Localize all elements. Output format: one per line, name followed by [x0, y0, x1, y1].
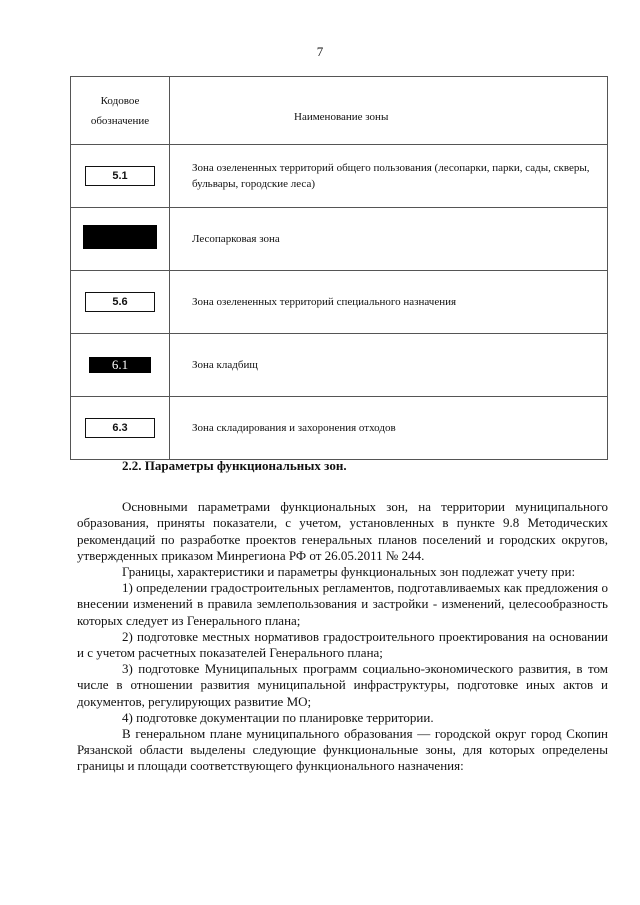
- zone-name: Зона складирования и захоронения отходов: [170, 397, 608, 460]
- header-code: Кодовое обозначение: [71, 77, 170, 145]
- zone-code-swatch: 6.1: [89, 357, 151, 373]
- zone-code-swatch: [83, 225, 157, 249]
- paragraph: Основными параметрами функциональных зон, на территории муниципального образования, приняты показатели, с учетом, установленных в пункте 9.8 Методических рекомендаций по разработке проектов генеральных планов поселений и городских округов, утвержденных приказом Минрегиона РФ от 26.05.2011 № 244.: [77, 499, 608, 563]
- table-row: [71, 397, 608, 460]
- paragraph: Границы, характеристики и параметры функциональных зон подлежат учету при:: [122, 564, 576, 580]
- zone-code-swatch: 5.6: [85, 292, 155, 312]
- zone-code-cell: [71, 208, 170, 271]
- zone-name: Зона озелененных территорий общего пользования (лесопарки, парки, сады, скверы, бульвары, городские леса): [170, 145, 608, 208]
- paragraph: 3) подготовке Муниципальных программ социально-экономического развития, в том числе в отношении развития муниципальной инфраструктуры, подготовке иных актов и документов, регулирующих развитие МО;: [77, 661, 608, 709]
- zones-table: [70, 76, 608, 460]
- paragraph: 4) подготовке документации по планировке территории.: [122, 709, 434, 725]
- section-body: [77, 458, 608, 775]
- zone-name: Лесопарковая зона: [170, 208, 608, 271]
- page-number: 7: [316, 44, 324, 59]
- paragraph: 2) подготовке местных нормативов градостроительного проектирования на основании и с учетом расчетных показателей Генерального плана;: [77, 628, 608, 661]
- section-heading: 2.2. Параметры функциональных зон.: [122, 458, 347, 473]
- zone-code-swatch: 5.1: [85, 166, 155, 186]
- zone-code-cell: [71, 271, 170, 334]
- zone-code-cell: [71, 145, 170, 208]
- header-name: Наименование зоны: [170, 77, 608, 145]
- zone-name: Зона озелененных территорий специального назначения: [170, 271, 608, 334]
- table-row: [71, 145, 608, 208]
- paragraph: 1) определении градостроительных регламентов, подготавливаемых как предложения о внесении изменений в правила землепользования и застройки - изменений, целесообразность которых следует из Генерального плана;: [77, 580, 608, 628]
- zone-name: Зона кладбищ: [170, 334, 608, 397]
- table-header-row: [71, 77, 608, 145]
- zone-code-cell: [71, 334, 170, 397]
- paragraph: В генеральном плане муниципального образования — городской округ город Скопин Рязанской области выделены следующие функциональные зоны, для которых определены границы и площади соответствующего функционального назначения:: [77, 726, 608, 774]
- zone-code-swatch: 6.3: [85, 418, 155, 438]
- table-row: [71, 208, 608, 271]
- zone-code-cell: [71, 397, 170, 460]
- table-row: [71, 334, 608, 397]
- table-row: [71, 271, 608, 334]
